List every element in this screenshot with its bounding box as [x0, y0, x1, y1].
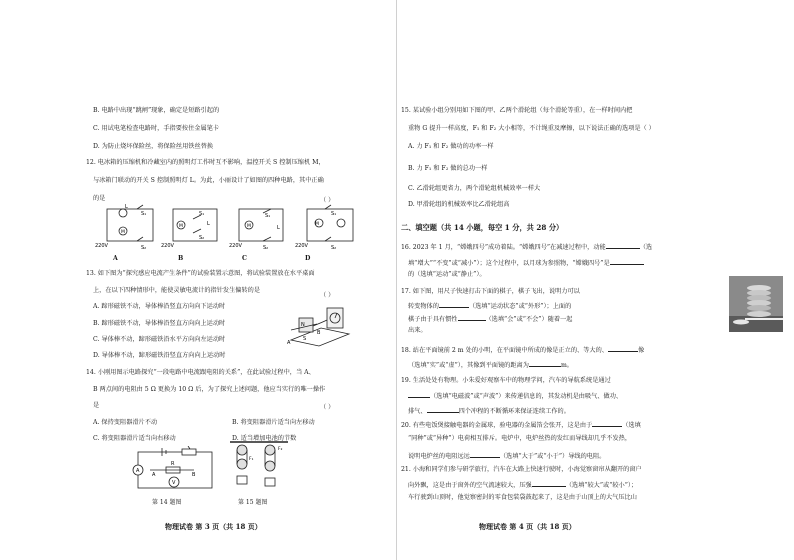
circuit-d-motor-label: M	[315, 222, 319, 227]
q17-text-3a: 棋子由于具有惯性	[408, 316, 458, 323]
circuit-d	[307, 205, 353, 241]
q13-answer-bracket: （ ）	[320, 292, 335, 299]
column-divider	[396, 0, 397, 560]
q19-stem-1: 19. 生活处处有物理。小朱爱好观察车中的物理学问，汽车的导航系统是通过	[401, 377, 611, 384]
magnet-south-label: S	[303, 336, 307, 342]
q16-stem-3: 的（选填“运动”或“静止”）。	[408, 271, 486, 278]
q14-answer-bracket: （ ）	[320, 404, 335, 411]
q14-option-d: D. 适当增加电池的节数	[232, 435, 297, 442]
q15-option-c: C. 乙滑轮组更省力，两个滑轮组机械效率一样大	[408, 185, 541, 192]
circuit-label-d: D	[305, 255, 311, 262]
q20-text-1b: （选填	[622, 422, 641, 429]
q13-option-a: A. 蹄形磁铁不动，导体棒沿竖直方向向下运动时	[93, 303, 226, 310]
q18-stem-1	[401, 345, 644, 355]
q14-option-c: C. 将变阻器滑片适当向右移动	[93, 435, 176, 442]
page-4	[398, 0, 794, 560]
q16-blank-1[interactable]	[606, 242, 640, 249]
q12-answer-bracket: （ ）	[320, 197, 335, 204]
q19-stem-2	[408, 391, 622, 401]
q17-stem-1: 17. 如下图，用尺子快速打击下面的棋子，棋子飞出，说明力可以	[401, 288, 580, 295]
circuit-c-voltage: 220V	[229, 243, 242, 249]
q13-option-d: D. 导体棒不动，蹄形磁铁沿竖直方向向上运动时	[93, 352, 226, 359]
q20-text-3a: 说明电炉丝的电阻远远	[408, 453, 470, 460]
force-f1-label: F₁	[249, 457, 254, 462]
circuit-b-voltage: 220V	[161, 243, 174, 249]
q14-option-a: A. 保持变阻器滑片不动	[93, 419, 158, 426]
q12-stem-1: 12. 电冰箱的压缩机和冷藏室内的照明灯工作时互不影响，温控开关 S 控制压缩机 M，	[86, 159, 325, 166]
q11-option-d: D. 为防止烧坏保险丝，将保险丝用铁丝替换	[93, 143, 214, 150]
circuit-a-lamp-label: L	[125, 204, 128, 210]
q20-text-3b: （选填“大于”或“小于”）导线的电阻。	[499, 453, 606, 460]
q12-stem-2: 与冰箱门联动的开关 S 控制照明灯 L。为此，小丽设计了如图的四种电路，其中正确	[93, 177, 324, 184]
q14-stem-3: 是	[93, 402, 100, 409]
q20-text-1: 20. 有些电饭煲接触电器的金属球，验电器的金属箔会张开，这是由于	[401, 422, 593, 429]
q17-stem-2	[408, 301, 571, 311]
circuit-a-switch-1: S₁	[141, 211, 147, 217]
q19-text-3b: 四个冲程的不断循环来保证连续工作的。	[458, 408, 570, 415]
q13-induction-apparatus	[287, 300, 353, 348]
q13-stem-2: 上，在以下四种情形中，能使灵敏电流计的指针发生偏转的是	[93, 287, 261, 294]
q17-text-3b: （选填“会”或“不会”）随着一起	[485, 316, 573, 323]
q12-circuit-diagrams	[95, 203, 365, 251]
q16-text-1a: 16. 2023 年 1 月，“嫦娥四号”成功着陆。“嫦娥四号”在减速过程中，动能	[401, 244, 606, 251]
circuit-label-a: A	[113, 255, 118, 262]
q16-blank-2[interactable]	[610, 258, 644, 265]
q13-option-b: B. 蹄形磁铁不动，导体棒沿竖直方向向上运动时	[93, 320, 226, 327]
circuit-c-switch-2: S₂	[263, 245, 269, 251]
q13-stem-1: 13. 如下图为“探究感应电流产生条件”的试验装置示意图，将试验装置放在水平桌面	[86, 270, 315, 277]
q11-option-c: C. 用试电笔检查电路时，手指要按住金属笔卡	[93, 125, 220, 132]
q20-stem-1	[401, 420, 641, 430]
resistor-label: R	[171, 461, 175, 467]
q18-blank-1[interactable]	[608, 345, 638, 352]
rod-end-a-label: A	[287, 340, 291, 346]
q13-option-c: C. 导体棒不动，蹄形磁铁沿水平方向向左运动时	[93, 336, 226, 343]
q20-stem-3	[408, 451, 605, 461]
q15-stem-2: 重物 G 提升一样高度，F₁ 和 F₂ 大小相等，不计绳重及摩擦，以下说法正确的选项是（ ）	[408, 125, 655, 132]
q17-chess-stack-photo	[729, 276, 783, 332]
circuit-b-motor-label: M	[179, 224, 183, 229]
q21-stem-2	[408, 480, 637, 490]
circuit-b-switch-1: S₁	[199, 211, 205, 217]
page-4-footer: 物理试卷 第 4 页（共 18 页）	[479, 522, 576, 531]
q19-text-3a: 排气、	[408, 408, 427, 415]
q17-text-2b: （选填“运动状态”或“外形”）；上面的	[468, 303, 572, 310]
q21-stem-1: 21. 小海和同学们参与研学旅行，汽车在大路上快速行驶时，小海觉察窗帘从翻开的窗户	[401, 466, 642, 473]
circuit-d-switch-1: S₁	[331, 211, 337, 217]
q12-stem-3: 的是	[93, 195, 106, 202]
circuit-c-switch-1: S₁	[265, 213, 271, 219]
circuit-b-switch-2: S₂	[199, 235, 205, 241]
rod-end-b-label: B	[317, 330, 321, 336]
q15-stem-1: 15. 某试验小组分别用如下图的甲、乙两个滑轮组（每个滑轮等重），在一样时间内把	[401, 107, 633, 114]
circuit-a-motor-label: M	[121, 230, 125, 235]
q15-option-a: A. 力 F₁ 和 F₂ 做功的功率一样	[408, 143, 494, 150]
point-b-label: B	[192, 472, 196, 478]
ammeter-label: A	[136, 468, 140, 474]
q15-pulley-figure	[228, 440, 290, 494]
q18-text-2a: （选填“实”或“虚”），其像到平面镜的距离为	[408, 362, 529, 369]
circuit-c-motor-label: M	[247, 224, 251, 229]
q14-stem-1: 14. 小刚用图示电路探究“一段电路中电流跟电阻的关系”，在此试验过程中，当 A、	[86, 369, 315, 376]
circuit-label-c: C	[242, 255, 247, 262]
q17-stem-3	[408, 314, 572, 324]
circuit-d-voltage: 220V	[295, 243, 308, 249]
q16-stem-1a	[401, 242, 652, 252]
circuit-d-switch-2: S₂	[331, 245, 337, 251]
q18-text-1b: 像	[637, 347, 645, 354]
q15-option-b: B. 力 F₁ 和 F₂ 做的总功一样	[408, 165, 488, 172]
q19-text-2: （选填“电磁波”或“声波”）来传递信息的，其发动机是由吸气、做功、	[430, 393, 623, 400]
q14-stem-2: B 两点间的电阻由 5 Ω 更换为 10 Ω 后，为了探究上述问题，他应当实行的唯一操作	[93, 386, 326, 393]
circuit-label-b: B	[178, 255, 184, 262]
q19-stem-3	[408, 406, 570, 416]
q16-text-1b: （选	[639, 244, 653, 251]
q14-circuit-figure	[130, 446, 220, 492]
page-3	[0, 0, 396, 560]
q20-blank-1[interactable]	[592, 420, 622, 427]
q20-stem-2: “同种”或“异种”）电荷相互排斥。电炉中，电炉丝热的发红而导线却几乎不发热，	[408, 435, 632, 442]
q19-blank-2[interactable]	[427, 406, 459, 413]
q17-blank-2[interactable]	[458, 314, 486, 321]
circuit-b-lamp-label: L	[207, 221, 210, 227]
q19-blank-1[interactable]	[408, 391, 430, 398]
q21-text-2b: （选填“较大”或“较小”）；	[565, 482, 638, 489]
page-3-footer: 物理试卷 第 3 页（共 18 页）	[165, 522, 262, 531]
q18-text-1a: 18. 站在平面镜前 2 m 处的小明，在平面镜中所成的像是正立的、等大的、	[401, 347, 608, 354]
q18-stem-2	[408, 360, 573, 370]
q21-text-2a: 向外飘，这是由于窗外的空气流速较大，压强	[408, 482, 532, 489]
q11-option-b: B. 电路中出现“跳闸”现象，确定是短路引起的	[93, 107, 220, 114]
q20-blank-2[interactable]	[470, 451, 500, 458]
q18-text-2b: m。	[560, 362, 573, 369]
q17-blank-1[interactable]	[439, 301, 469, 308]
q14-option-b: B. 将变阻器滑片适当向左移动	[232, 419, 315, 426]
voltmeter-label: V	[172, 480, 176, 486]
q16-text-2: 填“增大”“不变”或“减小”）；这个过程中，以月球为参照物，“嫦娥四号”是	[408, 260, 610, 267]
force-f2-label: F₂	[278, 447, 283, 452]
circuit-a-voltage: 220V	[95, 243, 108, 249]
q17-stem-4: 出来。	[408, 327, 427, 334]
q17-text-2a: 转变物体的	[408, 303, 439, 310]
circuit-c-lamp-label: L	[277, 225, 280, 231]
q21-blank-1[interactable]	[532, 480, 566, 487]
circuit-a-switch-2: S₂	[141, 245, 147, 251]
figure-15-caption: 第 15 题图	[238, 499, 268, 506]
q16-stem-2	[408, 258, 644, 268]
q18-blank-2[interactable]	[529, 360, 561, 367]
magnet-north-label: N	[301, 322, 305, 328]
q15-option-d: D. 甲滑轮组的机械效率比乙滑轮组高	[408, 201, 510, 208]
q21-stem-3: 车行驶到山顶时，他觉察密封的零食包装袋鼓起来了，这是由于山顶上的大气压比山	[408, 494, 637, 501]
section-2-heading: 二、填空题（共 14 小题，每空 1 分，共 28 分）	[401, 223, 564, 232]
figure-14-caption: 第 14 题图	[152, 499, 182, 506]
point-a-label: A	[152, 472, 156, 478]
